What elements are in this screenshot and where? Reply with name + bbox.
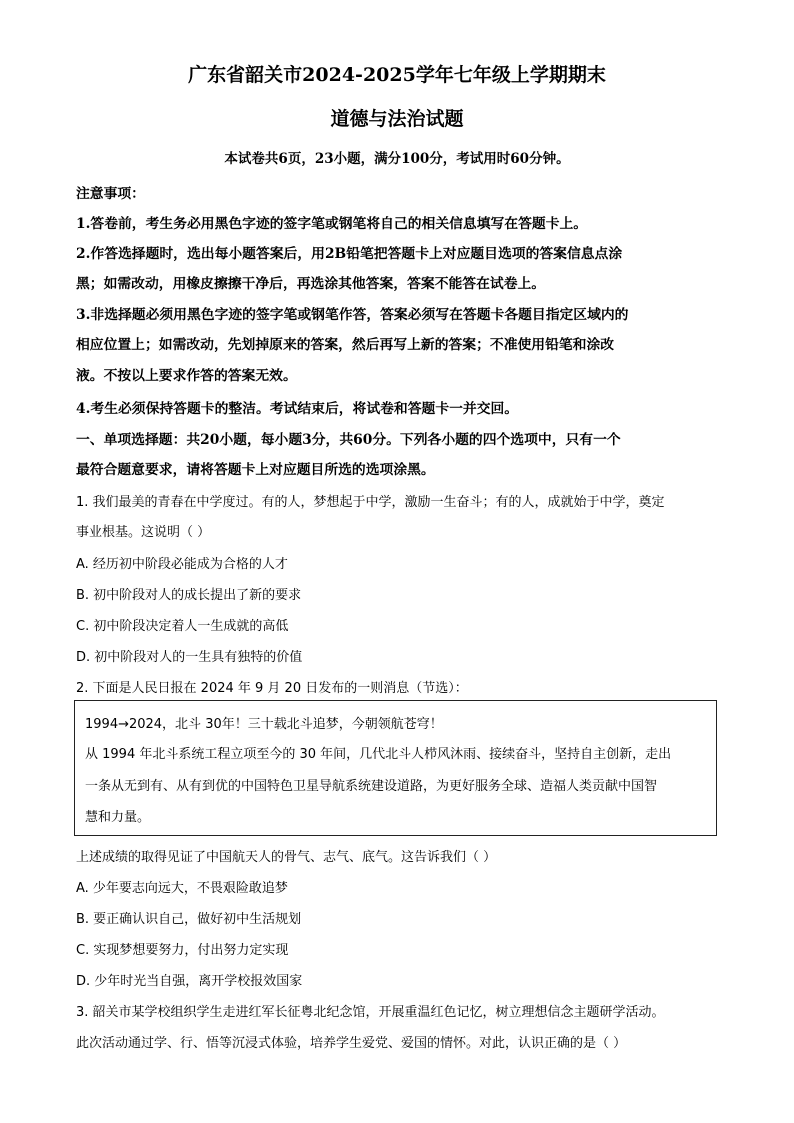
notice-line: 黑；如需改动，用橡皮擦擦干净后，再选涂其他答案，答案不能答在试卷上。 bbox=[76, 276, 546, 292]
notice-line: 液。不按以上要求作答的答案无效。 bbox=[76, 368, 297, 384]
q3-stem: 3. 韶关市某学校组织学生走进红军长征粤北纪念馆，开展重温红色记忆，树立理想信念主题研学活动。 bbox=[76, 1005, 665, 1020]
q1-stem: 1. 我们最美的青春在中学度过。有的人，梦想起于中学，激励一生奋斗；有的人，成就始于中学，奠定 bbox=[76, 495, 665, 510]
q1-option-d: D. 初中阶段对人的一生具有独特的价值 bbox=[76, 650, 303, 665]
q1-option-a: A. 经历初中阶段必能成为合格的人才 bbox=[76, 557, 288, 572]
q2-option-c: C. 实现梦想要努力，付出努力定实现 bbox=[76, 943, 289, 958]
q1-option-b: B. 初中阶段对人的成长提出了新的要求 bbox=[76, 588, 302, 603]
q2-stem: 2. 下面是人民日报在 2024 年 9 月 20 日发布的一则消息（节选）： bbox=[76, 681, 468, 696]
notice-heading: 注意事项： bbox=[76, 186, 145, 202]
exam-subject: 道德与法治试题 bbox=[330, 108, 464, 130]
notice-line: 3.非选择题必须用黑色字迹的签字笔或钢笔作答，答案必须写在答题卡各题目指定区域内的 bbox=[76, 307, 629, 323]
news-excerpt-box bbox=[74, 700, 717, 836]
section-heading-cont: 最符合题意要求，请将答题卡上对应题目所选的选项涂黑。 bbox=[76, 462, 435, 478]
news-text: 一条从无到有、从有到优的中国特色卫星导航系统建设道路，为更好服务全球、造福人类贡献中国智 bbox=[85, 779, 658, 794]
q3-stem-cont: 此次活动通过学、行、悟等沉浸式体验，培养学生爱党、爱国的情怀。对此，认识正确的是（ ） bbox=[76, 1036, 627, 1051]
notice-line: 4.考生必须保持答题卡的整洁。考试结束后，将试卷和答题卡一并交回。 bbox=[76, 401, 519, 417]
notice-line: 2.作答选择题时，选出每小题答案后，用2B铅笔把答题卡上对应题目选项的答案信息点涂 bbox=[76, 246, 623, 262]
notice-line: 1.答卷前，考生务必用黑色字迹的签字笔或钢笔将自己的相关信息填写在答题卡上。 bbox=[76, 216, 588, 232]
exam-title: 广东省韶关市2024-2025学年七年级上学期期末 bbox=[188, 64, 606, 86]
news-text: 慧和力量。 bbox=[85, 810, 151, 825]
q2-question: 上述成绩的取得见证了中国航天人的骨气、志气、底气。这告诉我们（ ） bbox=[76, 850, 497, 865]
exam-info: 本试卷共6页，23小题，满分100分，考试用时60分钟。 bbox=[224, 151, 570, 167]
notice-line: 相应位置上；如需改动，先划掉原来的答案，然后再写上新的答案；不准使用铅笔和涂改 bbox=[76, 337, 615, 353]
news-text: 从 1994 年北斗系统工程立项至今的 30 年间，几代北斗人栉风沐雨、接续奋斗，坚持自主创新，走出 bbox=[85, 747, 672, 762]
q2-option-b: B. 要正确认识自己，做好初中生活规划 bbox=[76, 912, 302, 927]
q2-option-a: A. 少年要志向远大，不畏艰险敢追梦 bbox=[76, 881, 288, 896]
section-heading: 一、单项选择题：共20小题，每小题3分，共60分。下列各小题的四个选项中，只有一个 bbox=[76, 432, 621, 448]
q1-option-c: C. 初中阶段决定着人一生成就的高低 bbox=[76, 619, 289, 634]
news-headline: 1994→2024，北斗 30年！三十载北斗追梦，今朝领航苍穹！ bbox=[85, 717, 443, 732]
q2-option-d: D. 少年时光当自强，离开学校报效国家 bbox=[76, 974, 303, 989]
q1-stem-cont: 事业根基。这说明（ ） bbox=[76, 525, 211, 540]
